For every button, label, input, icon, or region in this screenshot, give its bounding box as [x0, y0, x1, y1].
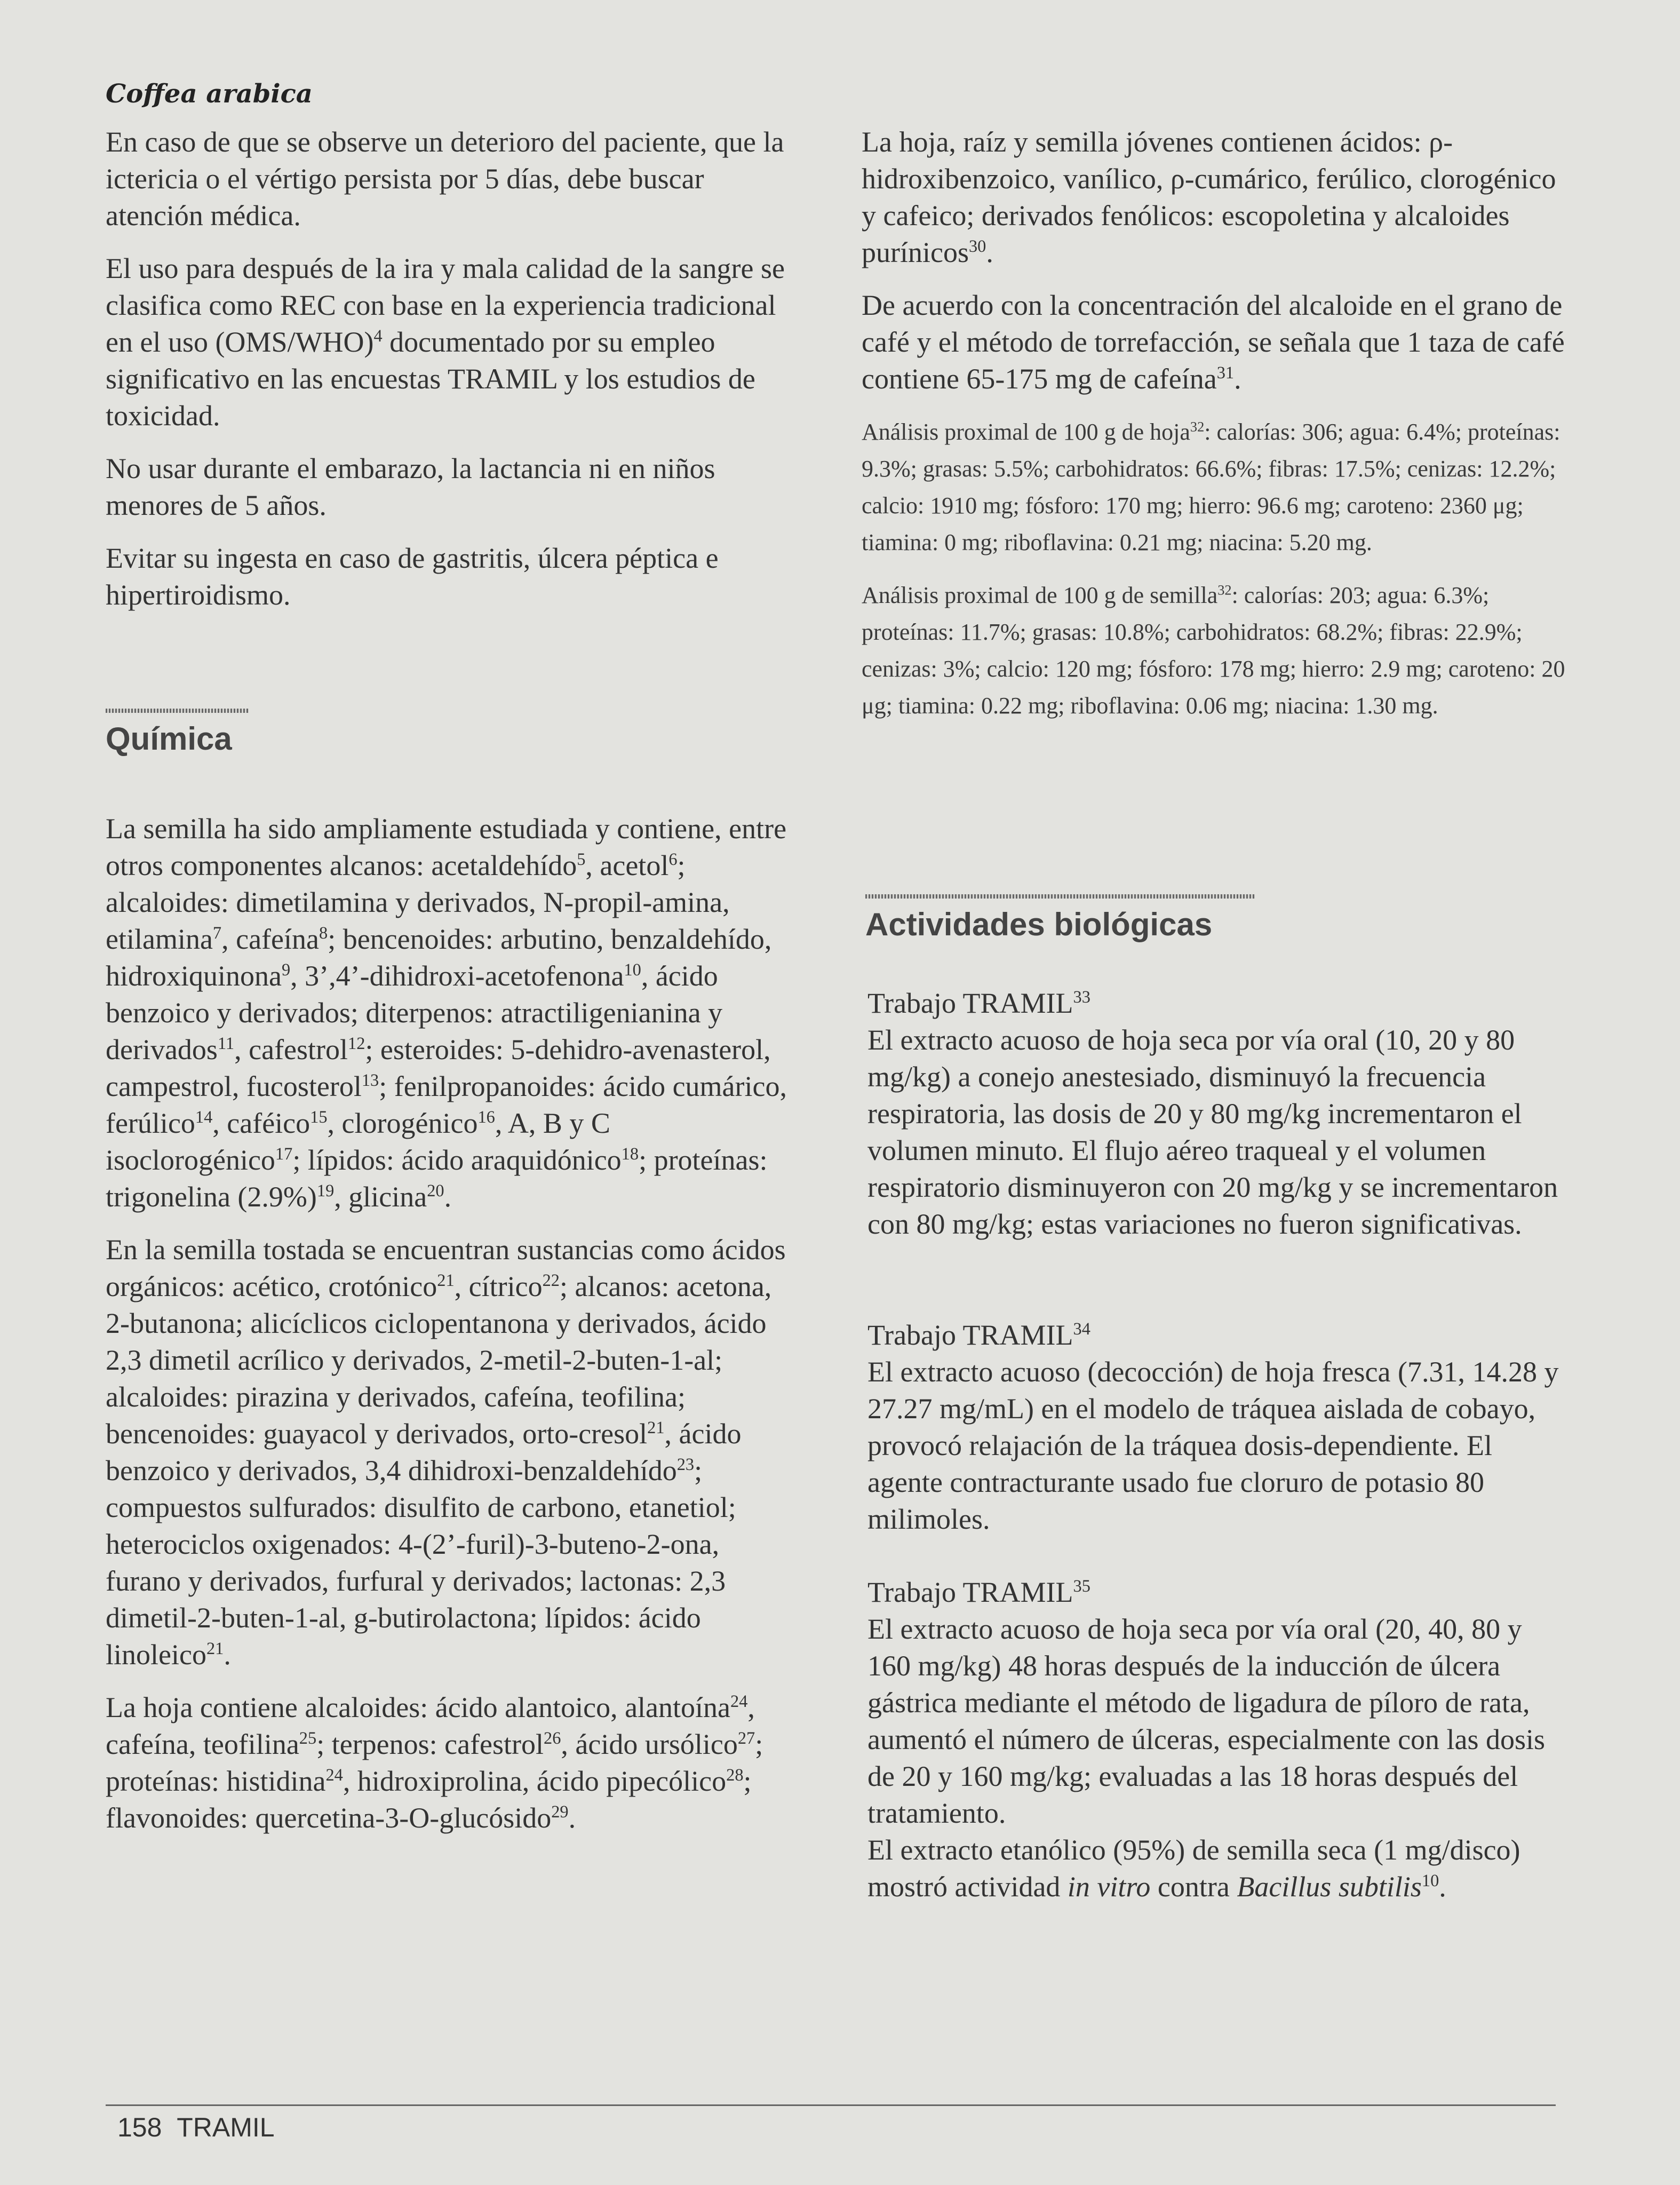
- heading-text: Trabajo TRAMIL: [867, 987, 1073, 1019]
- reference: 28: [726, 1766, 744, 1785]
- text-run: ; bencenoides: arbutino, benzaldehído, hidroxiquinona: [106, 923, 772, 992]
- section-title: Actividades biológicas: [865, 907, 1213, 942]
- text-run: ; proteínas: trigonelina (2.9%): [106, 1144, 768, 1213]
- text-run: ; compuestos sulfurados: disulfito de carbono, etanetiol; heterociclos oxigenados: 4-(2’-furil)-3-buteno-2-ona, furano y derivados, furfural y derivados; lactonas: 2,3 dimetil-2-buten-1-al, g-butirolactona; lípidos: ácido linoleico: [106, 1455, 736, 1671]
- trabajo-heading: [867, 1317, 1572, 1354]
- trabajo-35: [867, 1574, 1572, 1905]
- paragraph-gastritis: Evitar su ingesta en caso de gastritis, úlcera péptica e hipertiroidismo.: [106, 542, 719, 611]
- reference: 29: [551, 1802, 569, 1822]
- publication-name: TRAMIL: [177, 2112, 275, 2142]
- reference: 21: [647, 1418, 665, 1437]
- reference: 9: [281, 960, 291, 980]
- text-run: , cafeína, teofilina: [106, 1691, 755, 1760]
- trabajo-34: [867, 1317, 1572, 1538]
- text-run: , A, B y C isoclorogénico: [106, 1107, 610, 1176]
- text-run: La semilla ha sido ampliamente estudiada y contiene, entre otros componentes alcanos: acetaldehído: [106, 813, 787, 881]
- heading-text: Trabajo TRAMIL: [867, 1319, 1073, 1351]
- reference: 35: [1073, 1577, 1090, 1596]
- section-rule: [106, 709, 249, 713]
- analisis-semilla: [862, 577, 1566, 724]
- reference: 24: [325, 1766, 343, 1785]
- text-run: : calorías: 306; agua: 6.4%; proteínas: 9.3%; grasas: 5.5%; carbohidratos: 66.6%; fibras: 17.5%; cenizas: 12.2%; calcio: 1910 mg; fósforo: 170 mg; hierro: 96.6 mg; caroteno: 2360 μg; tiamina: 0 mg; riboflavina: 0.21 mg; niacina: 5.20 mg.: [862, 419, 1560, 555]
- species-header: Coffea arabica: [106, 79, 313, 109]
- reference: 33: [1073, 988, 1090, 1007]
- trabajo-text: El extracto acuoso de hoja seca por vía oral (20, 40, 80 y 160 mg/kg) 48 horas después de la inducción de úlcera gástrica mediante el método de ligadura de píloro de rata, aumentó el número de úlceras, especialmente con las dosis de 20 y 160 mg/kg; evaluadas a las 18 horas después del tratamiento.: [867, 1613, 1546, 1829]
- trabajo-text: El extracto acuoso de hoja seca por vía oral (10, 20 y 80 mg/kg) a conejo anestesiado, disminuyó la frecuencia respiratoria, las dosis de 20 y 80 mg/kg incrementaron el volumen minuto. El flujo aéreo traqueal y el volumen respiratorio disminuyeron con 20 mg/kg y se incrementaron con 80 mg/kg; estas variaciones no fueron significativas.: [867, 1024, 1558, 1240]
- trabajo-33: [867, 985, 1572, 1243]
- text: contra: [1150, 1871, 1237, 1903]
- reference: 5: [577, 850, 586, 869]
- text-run: , acetol: [585, 849, 669, 881]
- text-run: , cítrico: [454, 1270, 543, 1302]
- paragraph-acidos: [862, 124, 1566, 271]
- text-run: , ácido benzoico y derivados, 3,4 dihidroxi-benzaldehído: [106, 1418, 742, 1487]
- reference: 7: [212, 924, 222, 943]
- text-run: ; fenilpropanoides: ácido cumárico, ferúlico: [106, 1070, 787, 1139]
- trabajo-heading: [867, 985, 1572, 1022]
- text-run: En la semilla tostada se encuentran sustancias como ácidos orgánicos: acético, crotónico: [106, 1234, 786, 1302]
- text-run: ; flavonoides: quercetina-3-O-glucósido: [106, 1765, 752, 1834]
- text: documentado por su empleo significativo en las encuestas TRAMIL y los estudios de toxicidad.: [106, 326, 755, 432]
- paragraph-embarazo: No usar durante el embarazo, la lactancia ni en niños menores de 5 años.: [106, 452, 715, 521]
- reference: 25: [299, 1729, 317, 1748]
- text-run: , cafeína: [221, 923, 319, 955]
- text-run: ; alcaloides: dimetilamina y derivados, N-propil-amina, etilamina: [106, 849, 730, 955]
- quimica-paragraph-hoja: [106, 1689, 799, 1837]
- reference: 20: [427, 1181, 444, 1201]
- reference: 32: [1217, 582, 1232, 598]
- page-footer: [117, 2112, 275, 2143]
- analisis-hoja: [862, 414, 1566, 561]
- reference: 14: [195, 1108, 213, 1127]
- reference: 27: [737, 1729, 755, 1748]
- paragraph-atencion: En caso de que se observe un deterioro del paciente, que la ictericia o el vértigo persista por 5 días, debe buscar atención médica.: [106, 126, 784, 232]
- text-run: .: [224, 1639, 231, 1671]
- quimica-body: [106, 811, 799, 1837]
- paragraph-cafeina: [862, 287, 1566, 398]
- reference: 4: [373, 327, 383, 346]
- reference: 12: [348, 1034, 365, 1053]
- reference: 32: [1190, 418, 1205, 435]
- footer-rule: [106, 2104, 1556, 2106]
- italic-term: in vitro: [1067, 1871, 1151, 1903]
- reference: 19: [316, 1181, 335, 1201]
- reference: 22: [542, 1271, 560, 1290]
- text-run: , clorogénico: [327, 1107, 478, 1139]
- reference: 18: [621, 1145, 639, 1164]
- text-run: ; alcanos: acetona, 2-butanona; alicíclicos ciclopentanona y derivados, ácido 2,3 dimetil acrílico y derivados, 2-metil-2-buten-1-al; alcaloides: pirazina y derivados, cafeína, teofilina; bencenoides: guayacol y derivados, orto-cresol: [106, 1270, 772, 1450]
- text-run: , cafestrol: [234, 1034, 348, 1066]
- quimica-paragraph-semilla: [106, 811, 799, 1215]
- page-number: 158: [117, 2112, 162, 2142]
- text-run: , 3’,4’-dihidroxi-acetofenona: [290, 960, 624, 992]
- reference: 26: [544, 1729, 561, 1748]
- text-run: ; esteroides: 5-dehidro-avenasterol, campestrol, fucosterol: [106, 1034, 771, 1102]
- species-name: Bacillus subtilis: [1237, 1871, 1422, 1903]
- text-run: ; proteínas: histidina: [106, 1728, 763, 1797]
- reference: 6: [668, 850, 678, 869]
- section-actividades: [865, 894, 1255, 943]
- text-run: ; lípidos: ácido araquidónico: [292, 1144, 622, 1176]
- text-run: , caféico: [212, 1107, 310, 1139]
- text-run: Análisis proximal de 100 g de semilla: [862, 582, 1218, 608]
- trabajo-text-invitro: [867, 1832, 1572, 1905]
- reference: 16: [477, 1108, 495, 1127]
- reference: 8: [319, 924, 328, 943]
- reference: 13: [361, 1071, 379, 1090]
- trabajo-heading: [867, 1574, 1572, 1611]
- reference: 21: [437, 1271, 455, 1290]
- text: .: [1439, 1871, 1446, 1903]
- left-column: [106, 124, 799, 630]
- text-run: La hoja contiene alcaloides: ácido alantoico, alantoína: [106, 1691, 730, 1723]
- text-run: , glicina: [334, 1181, 427, 1213]
- text-run: .: [568, 1802, 576, 1834]
- text-run: La hoja, raíz y semilla jóvenes contienen ácidos: ρ-hidroxibenzoico, vanílico, ρ-cumárico, ferúlico, clorogénico y cafeico; derivados fenólicos: escopoletina y alcaloides purínicos: [862, 126, 1556, 268]
- trabajo-text: El extracto acuoso (decocción) de hoja fresca (7.31, 14.28 y 27.27 mg/mL) en el modelo de tráquea aislada de cobayo, provocó relajación de la tráquea dosis-dependiente. El agente contracturante usado fue cloruro de potasio 80 milimoles.: [867, 1356, 1559, 1535]
- text: El extracto etanólico (95%) de semilla seca (1 mg/disco) mostró actividad: [867, 1834, 1520, 1903]
- text-run: , ácido ursólico: [561, 1728, 738, 1760]
- reference: 31: [1216, 363, 1235, 383]
- text-run: Análisis proximal de 100 g de hoja: [862, 419, 1190, 445]
- section-title: Química: [106, 721, 232, 757]
- text-run: ; terpenos: cafestrol: [316, 1728, 544, 1760]
- reference: 10: [624, 960, 641, 980]
- text-run: .: [986, 236, 993, 268]
- heading-text: Trabajo TRAMIL: [867, 1576, 1073, 1608]
- reference: 17: [275, 1145, 293, 1164]
- text-run: , hidroxiprolina, ácido pipecólico: [343, 1765, 727, 1797]
- right-column: [862, 124, 1566, 724]
- reference: 11: [217, 1034, 235, 1053]
- text-run: .: [444, 1181, 452, 1213]
- section-rule: [865, 894, 1255, 899]
- reference: 24: [730, 1692, 748, 1711]
- reference: 23: [676, 1455, 695, 1474]
- text-run: , ácido benzoico y derivados; diterpenos: atractiligenianina y derivados: [106, 960, 723, 1066]
- reference: 10: [1421, 1871, 1439, 1890]
- quimica-paragraph-tostada: [106, 1231, 799, 1673]
- text: El uso para después de la ira y mala calidad de la sangre se clasifica como REC con base en la experiencia tradicional en el uso (OMS/WHO): [106, 252, 785, 358]
- text-run: .: [1234, 363, 1241, 395]
- reference: 34: [1073, 1320, 1090, 1339]
- paragraph-uso-rec: [106, 250, 799, 434]
- reference: 15: [310, 1108, 328, 1127]
- text-run: : calorías: 203; agua: 6.3%; proteínas: 11.7%; grasas: 10.8%; carbohidratos: 68.2%; fibras: 22.9%; cenizas: 3%; calcio: 120 mg; fósforo: 178 mg; hierro: 2.9 mg; caroteno: 20 μg; tiamina: 0.22 mg; riboflavina: 0.06 mg; niacina: 1.30 mg.: [862, 582, 1565, 719]
- text-run: De acuerdo con la concentración del alcaloide en el grano de café y el método de torrefacción, se señala que 1 taza de café contiene 65-175 mg de cafeína: [862, 289, 1565, 395]
- reference: 21: [206, 1639, 224, 1658]
- reference: 30: [968, 237, 986, 256]
- section-quimica: [106, 709, 249, 757]
